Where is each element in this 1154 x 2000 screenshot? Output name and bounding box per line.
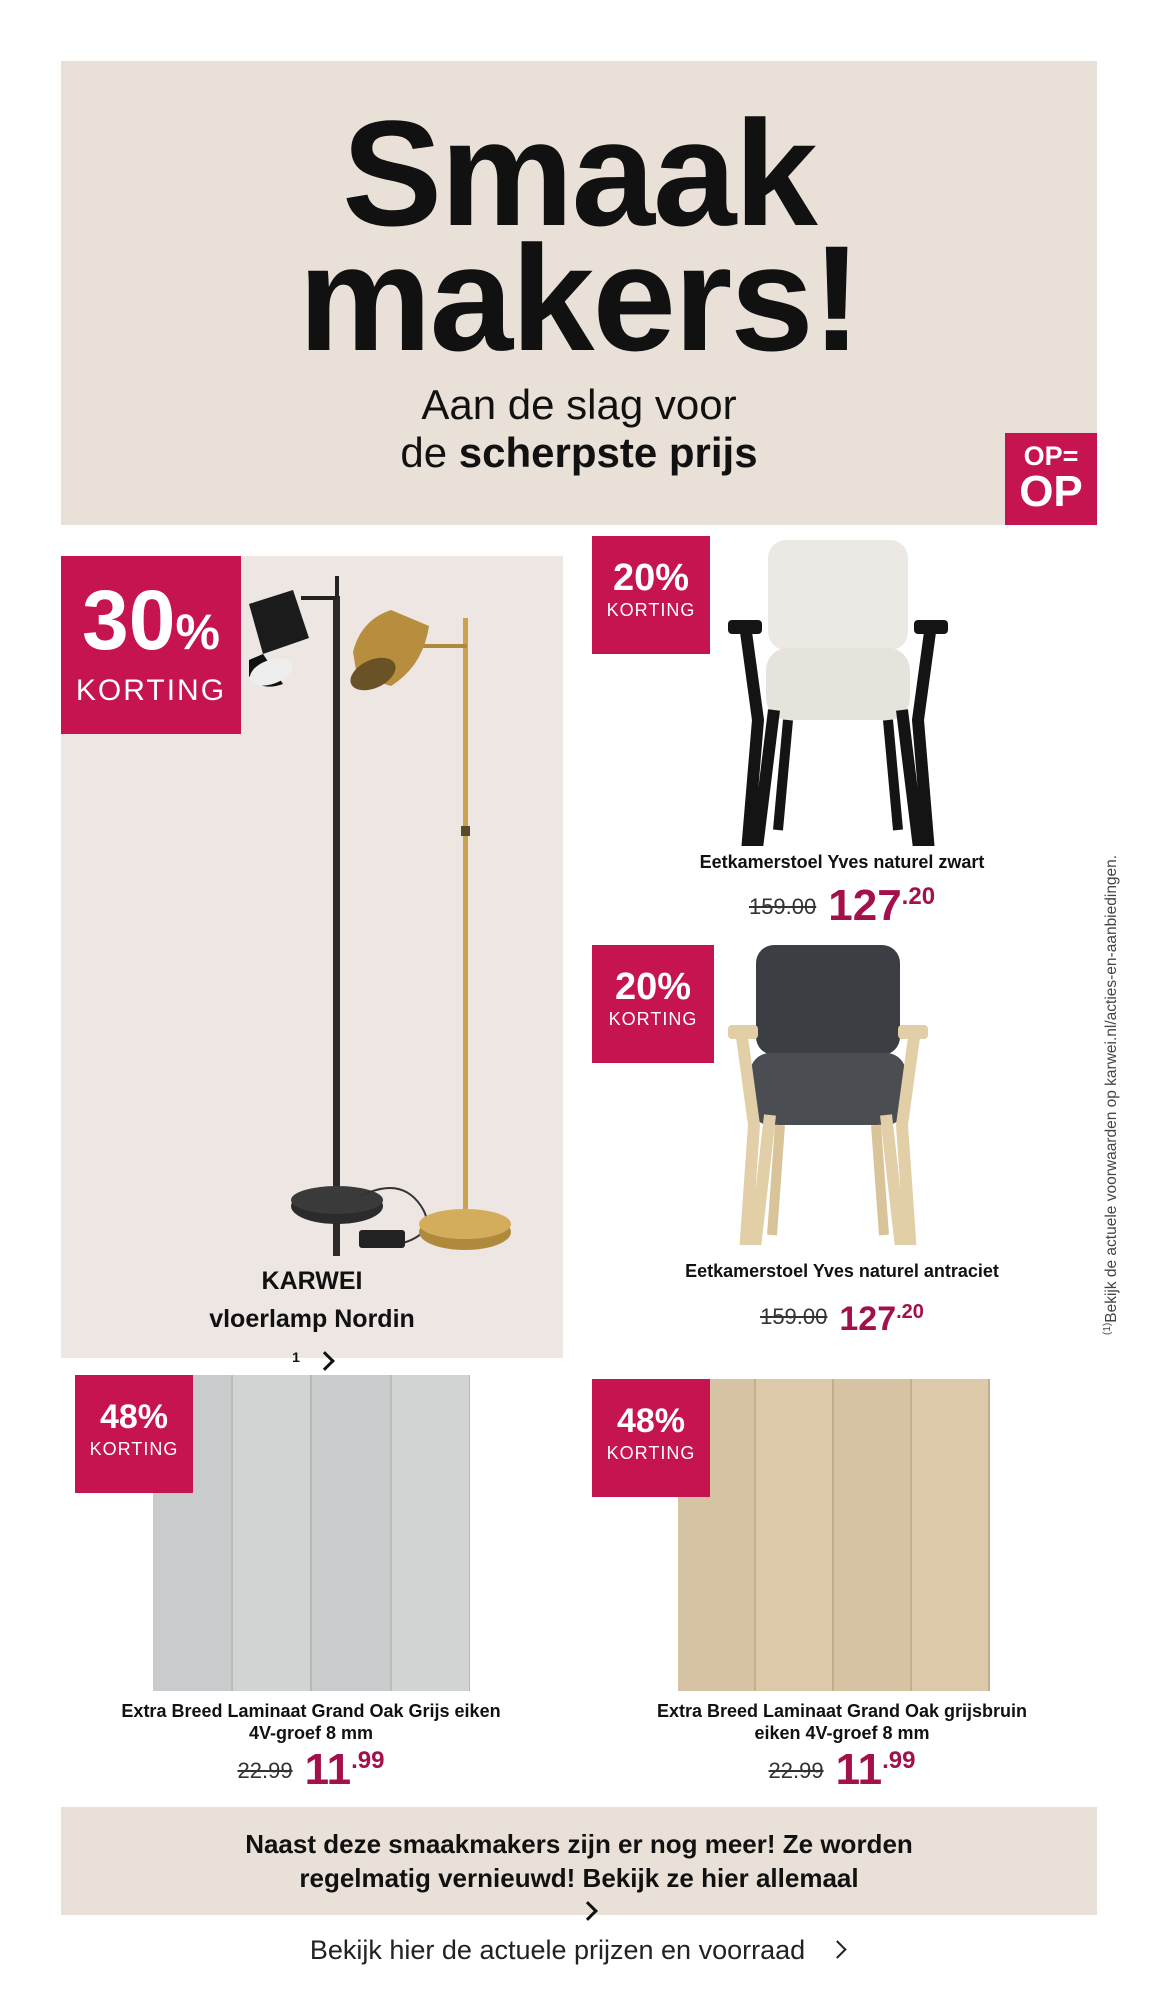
more-deals-text xyxy=(61,1827,1097,1929)
laminate-brown-name: Extra Breed Laminaat Grand Oak grijsbruin eiken 4V-groef 8 mm xyxy=(656,1701,1028,1743)
laminate-brown-old-price: 22.99 xyxy=(768,1758,824,1783)
hero-title xyxy=(61,89,1097,382)
terms-marker: (1) xyxy=(1102,1322,1113,1335)
op-badge-top: OP= xyxy=(1023,441,1079,471)
hero-banner xyxy=(61,61,1097,525)
chevron-right-icon xyxy=(578,1901,598,1921)
chair-white-new-price: $127^{.20}$ xyxy=(828,881,936,930)
current-prices-link-label: Bekijk hier de actuele prijzen en voorraad xyxy=(309,1935,806,1965)
hero-title-line1: Smaak xyxy=(342,89,816,257)
hero-subtitle-prefix: de xyxy=(400,429,459,476)
laminate-brown-price xyxy=(592,1745,1092,1795)
more-deals-line1: Naast deze smaakmakers zijn er nog meer! Ze worden xyxy=(245,1829,913,1859)
laminate-grey-card[interactable] xyxy=(61,1375,561,1795)
chair-white-card[interactable] xyxy=(592,536,1092,940)
laminate-brown-discount-pct: 48% xyxy=(616,1402,686,1440)
op-badge-bottom: OP xyxy=(1019,467,1083,516)
chair-grey-discount-label: KORTING xyxy=(608,1009,698,1029)
chair-white-discount-pct: 20% xyxy=(612,557,690,599)
chair-grey-discount-pct: 20% xyxy=(614,966,692,1008)
laminate-brown-card[interactable] xyxy=(592,1375,1092,1795)
chair-grey-name: Eetkamerstoel Yves naturel antraciet xyxy=(685,1261,999,1281)
chair-grey-card[interactable] xyxy=(592,945,1092,1355)
chevron-right-icon xyxy=(828,1940,846,1958)
terms-side-note xyxy=(1102,783,1130,1335)
chair-white-old-price: 159.00 xyxy=(748,894,817,919)
chair-white-discount-label: KORTING xyxy=(606,600,696,620)
chair-grey-price xyxy=(592,1300,1092,1339)
discount-badge-chair-white xyxy=(592,536,710,654)
laminate-grey-old-price: 22.99 xyxy=(237,1758,293,1783)
more-deals-line2-wrap: regelmatig vernieuwd! Bekijk ze hier allemaal xyxy=(61,1861,1097,1929)
lamp-product-card[interactable] xyxy=(61,556,563,1365)
chair-grey-old-price: 159.00 xyxy=(760,1304,828,1329)
laminate-brown-new-price: $11^{.99}$ xyxy=(835,1745,916,1794)
laminate-grey-name: Extra Breed Laminaat Grand Oak Grijs eiken 4V-groef 8 mm xyxy=(121,1701,501,1743)
chair-white-price xyxy=(592,881,1092,931)
discount-badge-laminate-grey xyxy=(75,1375,193,1493)
discount-badge-lamp xyxy=(61,556,241,734)
lamp-title: vloerlamp Nordin $^1$ xyxy=(61,1300,563,1382)
chair-grey-new-price: $127^{.20}$ xyxy=(839,1300,924,1338)
terms-text: Bekijk de actuele voorwaarden op karwei.nl/acties-en-aanbiedingen. xyxy=(1103,854,1121,1323)
laminate-grey-discount-pct: 48% xyxy=(99,1398,169,1436)
lamp-product-name[interactable] xyxy=(61,1262,563,1382)
chair-white-name: Eetkamerstoel Yves naturel zwart xyxy=(699,852,985,872)
laminate-grey-discount-label: KORTING xyxy=(89,1439,179,1459)
chair-white-image xyxy=(728,540,948,850)
laminate-brown-discount-label: KORTING xyxy=(606,1443,696,1463)
laminate-grey-price xyxy=(61,1745,561,1795)
hero-subtitle xyxy=(61,381,1097,477)
current-prices-link[interactable] xyxy=(0,1935,1154,1966)
op-is-op-badge xyxy=(1005,433,1097,525)
lamp-discount-pct: 30% xyxy=(82,573,220,667)
discount-badge-chair-grey xyxy=(592,945,714,1063)
laminate-grey-image xyxy=(153,1375,470,1691)
laminate-grey-new-price: $11^{.99}$ xyxy=(304,1745,385,1794)
laminate-brown-image xyxy=(678,1379,990,1691)
hero-subtitle-line1: Aan de slag voor xyxy=(421,381,737,428)
chevron-right-icon xyxy=(315,1351,335,1371)
chair-grey-image xyxy=(728,945,928,1245)
more-deals-banner[interactable] xyxy=(61,1807,1097,1915)
discount-badge-laminate-brown xyxy=(592,1379,710,1497)
lamp-discount-label: KORTING xyxy=(75,674,227,707)
hero-subtitle-bold: scherpste prijs xyxy=(458,429,758,476)
hero-title-line2: makers! xyxy=(298,214,860,382)
lamp-brand: KARWEI xyxy=(261,1267,363,1295)
